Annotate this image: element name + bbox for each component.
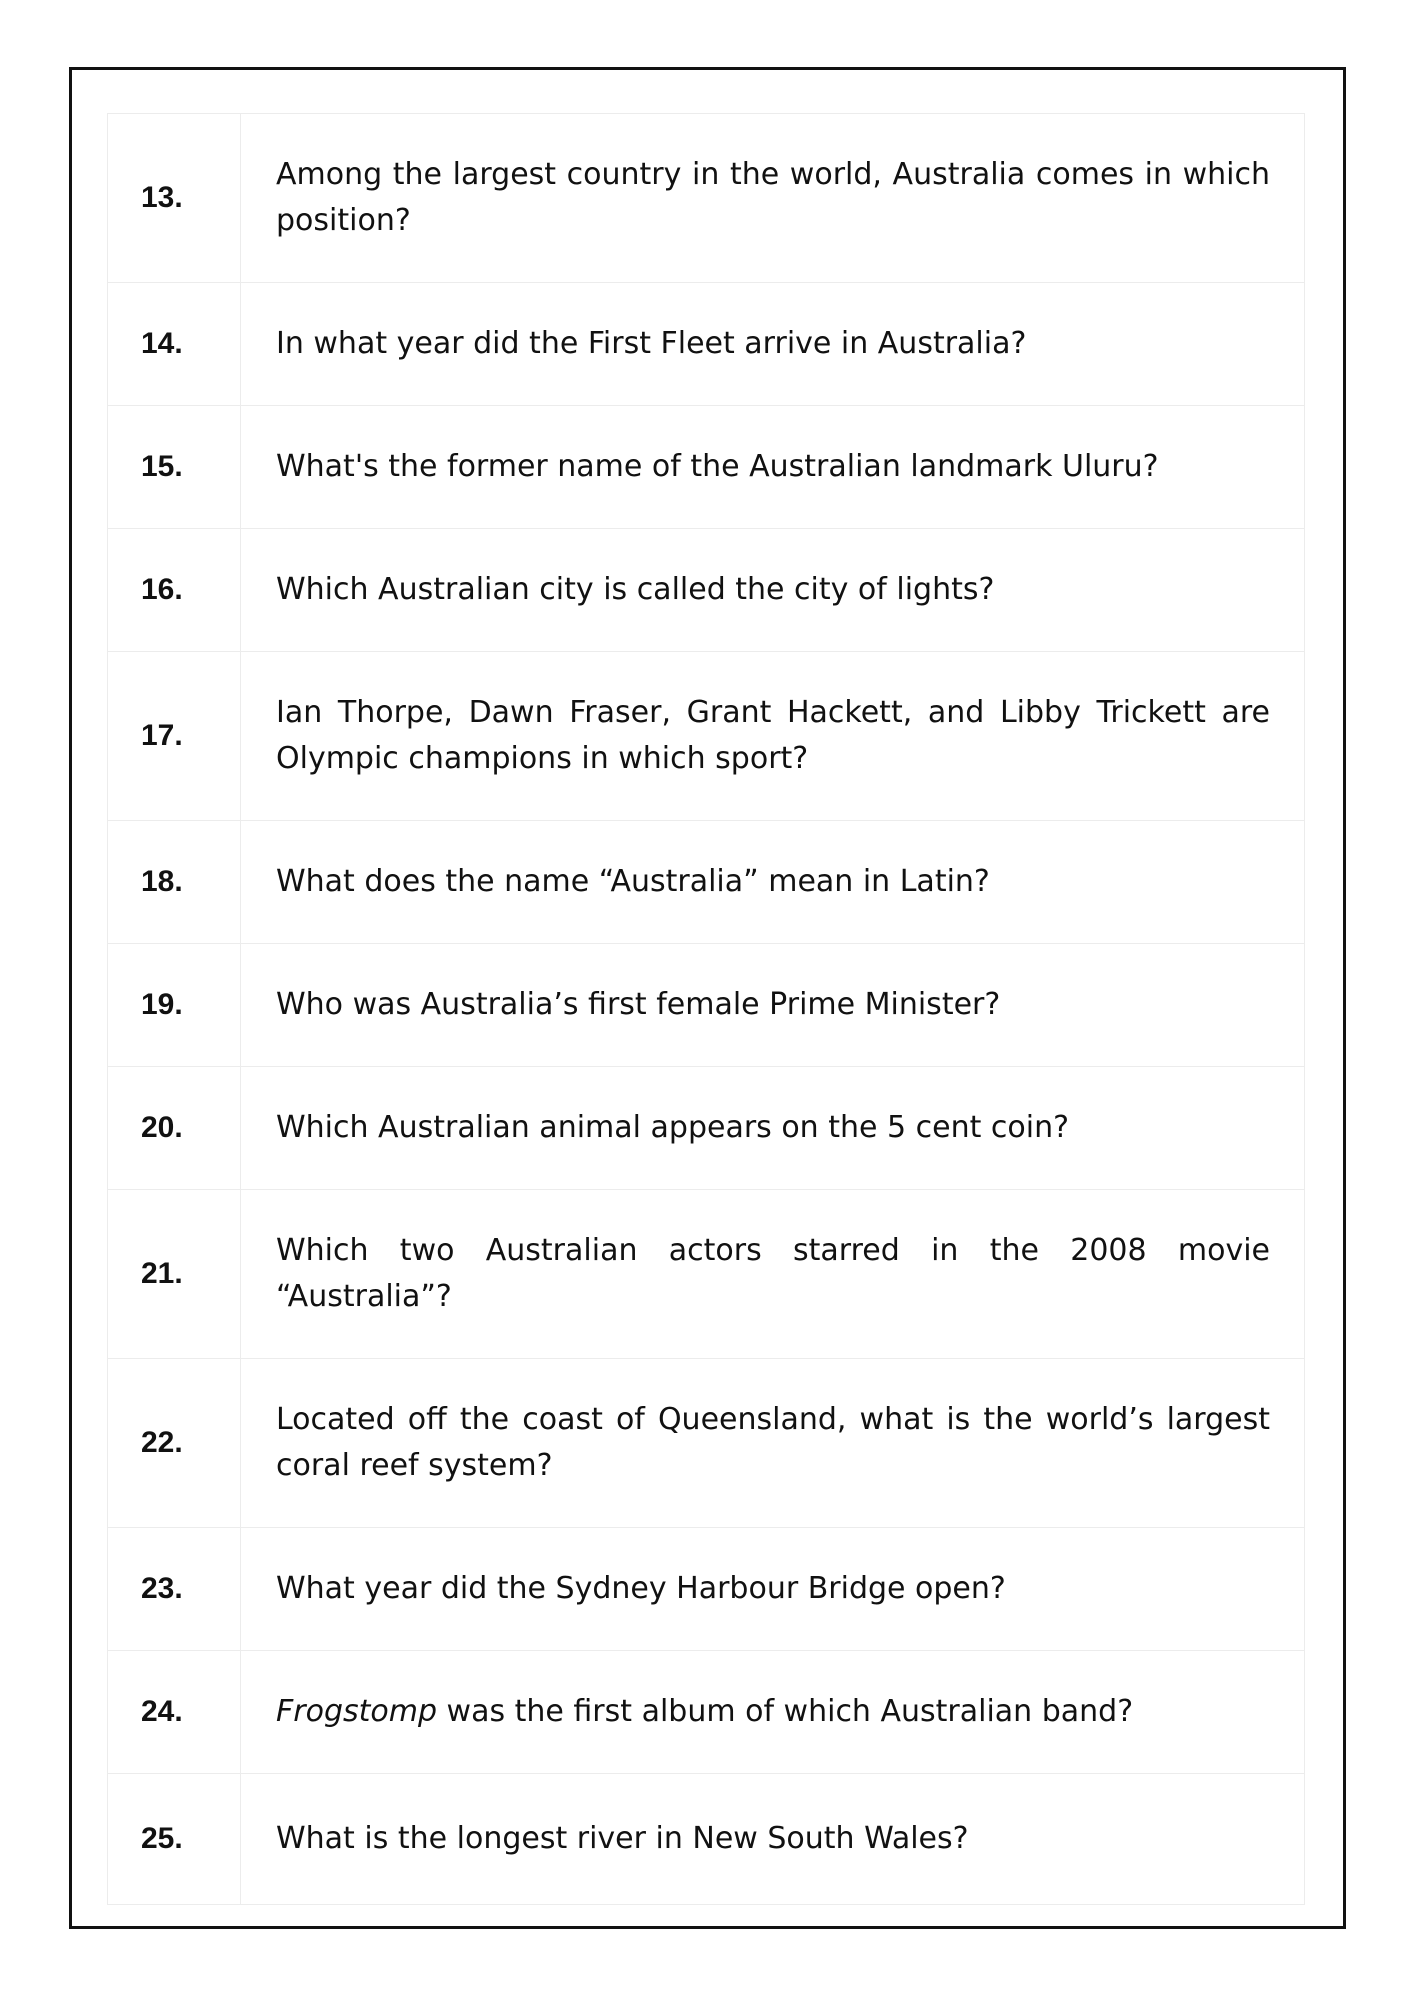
table-row bbox=[108, 1067, 1305, 1190]
album-title: Frogstomp bbox=[276, 1694, 438, 1729]
question-number: 20. bbox=[108, 1067, 241, 1190]
table-row bbox=[108, 283, 1305, 406]
table-row bbox=[108, 1359, 1305, 1528]
question-number: 17. bbox=[108, 652, 241, 821]
question-number: 24. bbox=[108, 1651, 241, 1774]
question-number: 22. bbox=[108, 1359, 241, 1528]
question-number: 19. bbox=[108, 944, 241, 1067]
table-row bbox=[108, 114, 1305, 283]
question-text bbox=[241, 1651, 1305, 1774]
question-text: What year did the Sydney Harbour Bridge open? bbox=[241, 1528, 1305, 1651]
table-row bbox=[108, 652, 1305, 821]
question-text: What does the name “Australia” mean in Latin? bbox=[241, 821, 1305, 944]
table-row bbox=[108, 944, 1305, 1067]
question-text: Among the largest country in the world, Australia comes in which position? bbox=[241, 114, 1305, 283]
question-text: Which Australian animal appears on the 5 cent coin? bbox=[241, 1067, 1305, 1190]
table-row bbox=[108, 1651, 1305, 1774]
question-text: Ian Thorpe, Dawn Fraser, Grant Hackett, and Libby Trickett are Olympic champions in which sport? bbox=[241, 652, 1305, 821]
question-number: 13. bbox=[108, 114, 241, 283]
table-row bbox=[108, 529, 1305, 652]
question-number: 18. bbox=[108, 821, 241, 944]
table-row bbox=[108, 1190, 1305, 1359]
question-text: Who was Australia’s first female Prime Minister? bbox=[241, 944, 1305, 1067]
table-row bbox=[108, 821, 1305, 944]
question-number: 21. bbox=[108, 1190, 241, 1359]
question-text: Located off the coast of Queensland, what is the world’s largest coral reef system? bbox=[241, 1359, 1305, 1528]
question-text: In what year did the First Fleet arrive in Australia? bbox=[241, 283, 1305, 406]
question-text: Which Australian city is called the city of lights? bbox=[241, 529, 1305, 652]
question-number: 16. bbox=[108, 529, 241, 652]
question-number: 25. bbox=[108, 1774, 241, 1905]
table-row bbox=[108, 1528, 1305, 1651]
table-row bbox=[108, 406, 1305, 529]
question-number: 23. bbox=[108, 1528, 241, 1651]
question-text: What is the longest river in New South Wales? bbox=[241, 1774, 1305, 1905]
question-text: What's the former name of the Australian landmark Uluru? bbox=[241, 406, 1305, 529]
question-number: 15. bbox=[108, 406, 241, 529]
quiz-table bbox=[107, 113, 1305, 1905]
question-text-rest: was the first album of which Australian band? bbox=[437, 1694, 1134, 1729]
table-row bbox=[108, 1774, 1305, 1905]
question-number: 14. bbox=[108, 283, 241, 406]
question-text: Which two Australian actors starred in the 2008 movie “Australia”? bbox=[241, 1190, 1305, 1359]
